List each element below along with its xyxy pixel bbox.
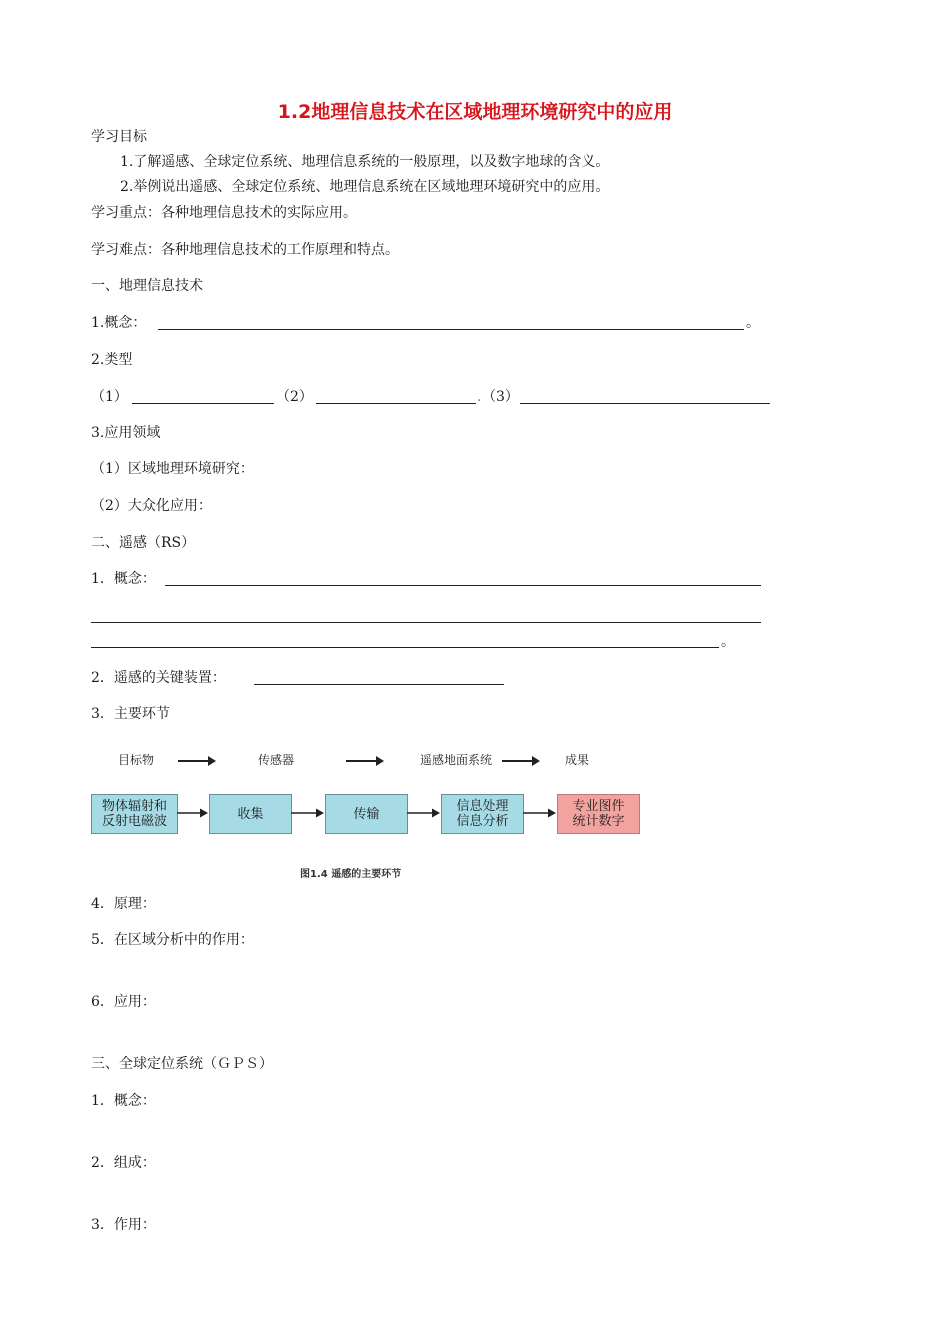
- concept-answer-line: [158, 329, 744, 330]
- types-label: 2.类型: [91, 352, 133, 368]
- arrow-right-icon: [291, 807, 325, 819]
- type-3-label: （3）: [482, 389, 519, 405]
- gps-function-label: 3．作用：: [91, 1217, 156, 1233]
- key-point: 学习重点：各种地理信息技术的实际应用。: [91, 205, 357, 221]
- rs-device-label: 2．遥感的关键装置：: [91, 670, 226, 686]
- objective-item: 1.了解遥感、全球定位系统、地理信息系统的一般原理，以及数字地球的含义。: [120, 154, 610, 170]
- rs-concept-line-2: [91, 622, 761, 623]
- gps-concept-label: 1．概念：: [91, 1093, 156, 1109]
- type-1-label: （1）: [91, 389, 128, 405]
- arrow-right-icon: [178, 755, 218, 767]
- rs-concept-label: 1．概念：: [91, 571, 156, 587]
- section1-concept-label: 1.概念：: [91, 315, 147, 331]
- objective-item: 2.举例说出遥感、全球定位系统、地理信息系统在区域地理环境研究中的应用。: [120, 179, 610, 195]
- rs-application-label: 6．应用：: [91, 994, 156, 1010]
- flow-top-label: 遥感地面系统: [420, 753, 493, 767]
- arrow-right-icon: [177, 807, 209, 819]
- flow-box: 传输: [325, 794, 408, 834]
- section2-heading: 二、遥感（RS）: [91, 535, 196, 551]
- fields-label: 3.应用领域: [91, 425, 161, 441]
- section1-heading: 一、地理信息技术: [91, 278, 203, 294]
- type-separator: .: [477, 389, 482, 405]
- difficulty: 学习难点：各种地理信息技术的工作原理和特点。: [91, 242, 399, 258]
- rs-principle-label: 4．原理：: [91, 896, 156, 912]
- flow-result-box: 专业图件 统计数字: [557, 794, 640, 834]
- arrow-right-icon: [502, 755, 542, 767]
- concept-end: 。: [746, 315, 760, 331]
- arrow-right-icon: [523, 807, 557, 819]
- flow-top-label: 目标物: [118, 753, 155, 767]
- gps-composition-label: 2．组成：: [91, 1155, 156, 1171]
- arrow-right-icon: [407, 807, 441, 819]
- type-3-answer-line: [520, 403, 770, 404]
- flow-box: 收集: [209, 794, 292, 834]
- arrow-right-icon: [346, 755, 386, 767]
- rs-concept-end: 。: [721, 634, 735, 650]
- page-title: 1.2地理信息技术在区域地理环境研究中的应用: [277, 101, 673, 123]
- type-2-label: （2）: [276, 389, 313, 405]
- flow-box: 信息处理 信息分析: [441, 794, 524, 834]
- field-2: （2）大众化应用：: [91, 498, 212, 514]
- flow-top-label: 成果: [565, 753, 590, 767]
- rs-device-line: [254, 684, 504, 685]
- section3-heading: 三、全球定位系统（ＧＰＳ）: [91, 1056, 273, 1072]
- objectives-heading: 学习目标: [91, 129, 147, 145]
- rs-steps-label: 3．主要环节: [91, 706, 170, 722]
- rs-analysis-label: 5．在区域分析中的作用：: [91, 932, 254, 948]
- rs-concept-line-3: [91, 647, 719, 648]
- type-1-answer-line: [132, 403, 274, 404]
- figure-caption: 图1.4 遥感的主要环节: [300, 869, 402, 880]
- flow-box: 物体辐射和 反射电磁波: [91, 794, 178, 834]
- type-2-answer-line: [316, 403, 476, 404]
- rs-concept-line-1: [165, 585, 761, 586]
- flow-top-label: 传感器: [258, 753, 295, 767]
- field-1: （1）区域地理环境研究：: [91, 461, 254, 477]
